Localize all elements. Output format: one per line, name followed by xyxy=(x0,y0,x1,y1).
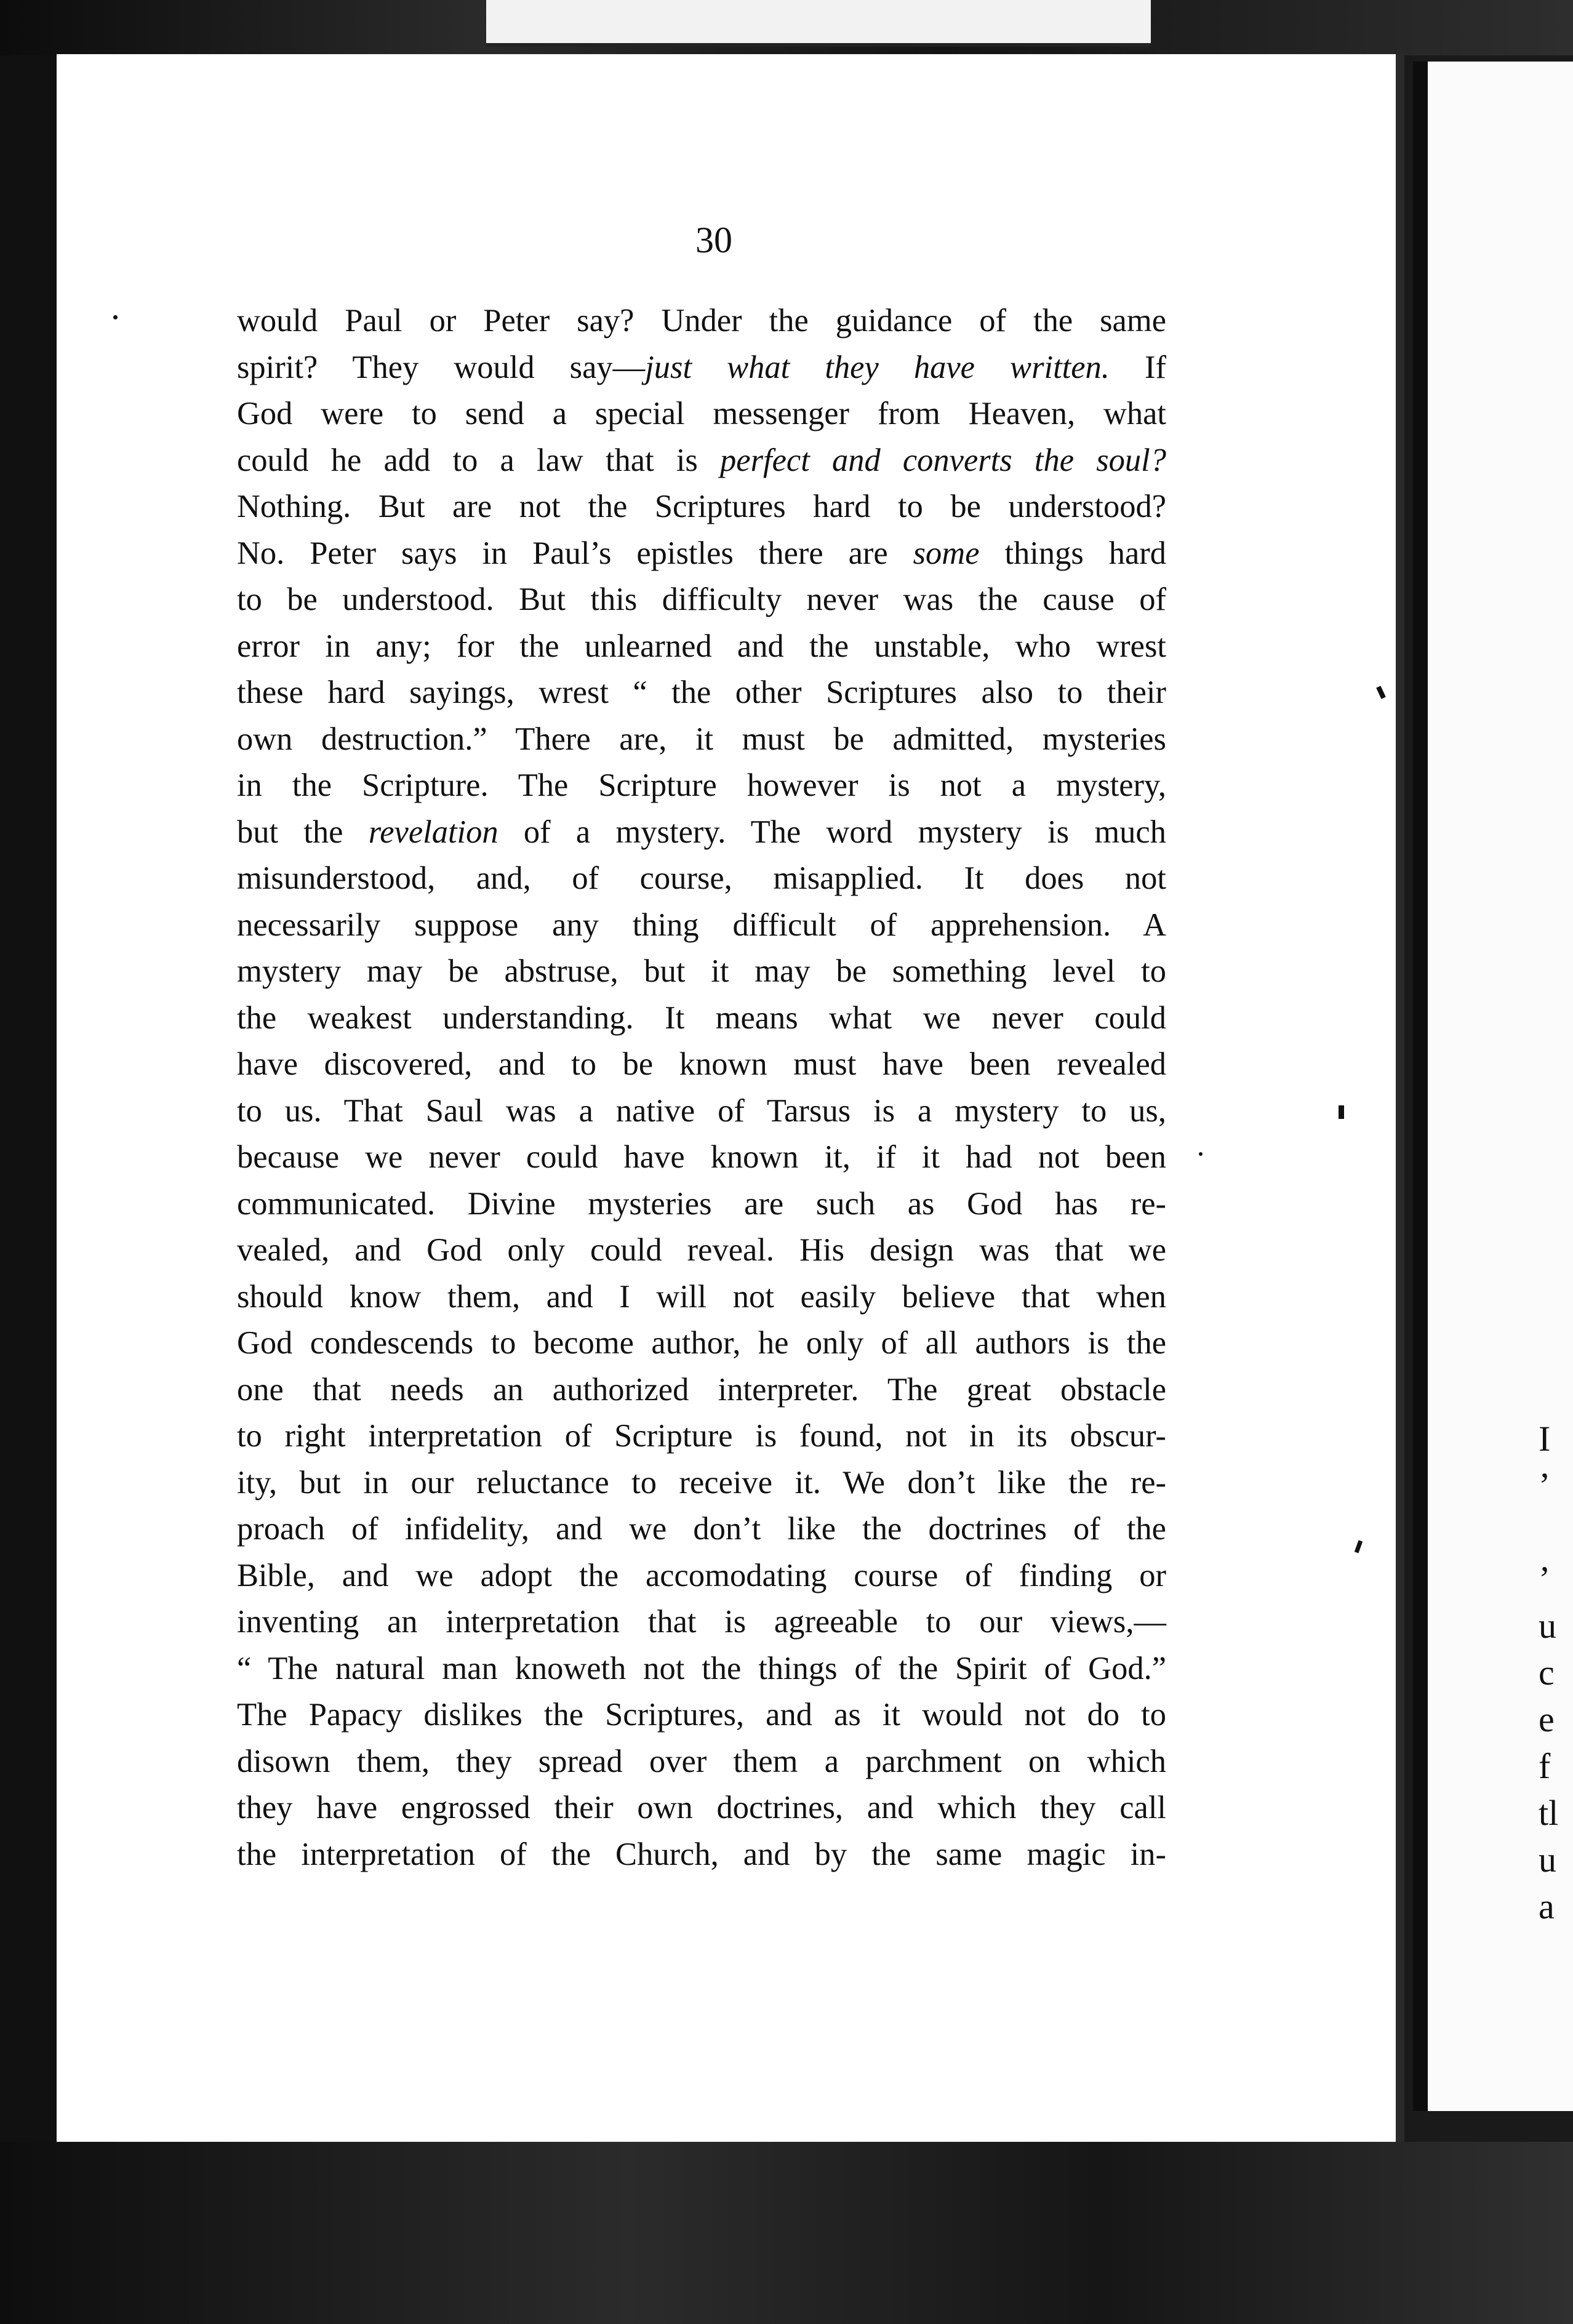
text-run: of a mystery. The word mystery is much xyxy=(498,814,1166,850)
scan-speck xyxy=(1339,1105,1344,1119)
scan-speck xyxy=(1199,1152,1203,1156)
text-run: No. Peter says in Paul’s epistles there are xyxy=(237,535,913,571)
text-run: because we never could have known it, if it had not been xyxy=(237,1139,1166,1175)
scan-top-paper-edge xyxy=(486,0,1151,47)
fragment-glyph: tl xyxy=(1539,1793,1559,1833)
text-run: misunderstood, and, of course, misapplied. It does not xyxy=(237,860,1166,896)
text-run: inventing an interpretation that is agreeable to our views,— xyxy=(237,1604,1166,1640)
text-line xyxy=(237,670,1166,716)
page-body-text xyxy=(237,298,1166,1878)
text-run: “ The natural man knoweth not the things of the Spirit of God.” xyxy=(237,1650,1166,1686)
text-line xyxy=(237,531,1166,577)
text-run: own destruction.” There are, it must be admitted, mysteries xyxy=(237,721,1166,757)
text-line xyxy=(237,345,1166,391)
scan-speck xyxy=(17,939,25,946)
text-run: should know them, and I will not easily believe that when xyxy=(237,1278,1166,1315)
text-line xyxy=(237,1413,1166,1460)
text-line xyxy=(237,391,1166,438)
text-run: mystery may be abstruse, but it may be something level to xyxy=(237,953,1166,989)
fragment-glyph: f xyxy=(1539,1746,1551,1786)
text-line xyxy=(237,1832,1166,1878)
fragment-glyph: I xyxy=(1539,1419,1551,1459)
text-run: they have engrossed their own doctrines, and which they call xyxy=(237,1790,1166,1825)
text-line xyxy=(237,1320,1166,1367)
text-run: communicated. Divine mysteries are such as God has re- xyxy=(237,1185,1166,1222)
text-line xyxy=(237,948,1166,995)
text-run: the weakest understanding. It means what we never could xyxy=(237,1000,1166,1036)
text-run: to be understood. But this difficulty never was the cause of xyxy=(237,582,1166,617)
text-line xyxy=(237,484,1166,531)
fragment-glyph: c xyxy=(1539,1653,1555,1693)
scan-bottom-background xyxy=(0,2142,1573,2324)
text-run: the interpretation of the Church, and by the same magic in- xyxy=(237,1836,1166,1872)
text-line xyxy=(237,298,1166,345)
adjacent-page-text-fragments xyxy=(1539,1416,1573,1930)
text-run: Bible, and we adopt the accomodating course of finding or xyxy=(237,1557,1166,1593)
text-run: in the Scripture. The Scripture however is not a mystery, xyxy=(237,767,1166,803)
text-line xyxy=(237,623,1166,670)
fragment-glyph: ’ xyxy=(1539,1465,1551,1505)
text-line xyxy=(237,1553,1166,1600)
text-line xyxy=(237,1692,1166,1739)
text-line xyxy=(237,1088,1166,1135)
text-run: one that needs an authorized interpreter. The great obstacle xyxy=(237,1371,1166,1408)
scan-left-edge xyxy=(0,0,58,2324)
text-line xyxy=(237,1785,1166,1832)
text-line xyxy=(237,1646,1166,1693)
text-run: these hard sayings, wrest “ the other Scriptures also to their xyxy=(237,675,1166,710)
text-line xyxy=(237,1599,1166,1646)
scan-speck xyxy=(113,315,118,319)
text-run: Nothing. But are not the Scriptures hard to be understood? xyxy=(237,489,1166,524)
text-run: spirit? They would say— xyxy=(237,349,646,385)
text-run: could he add to a law that is xyxy=(237,442,721,478)
fragment-glyph: a xyxy=(1539,1886,1555,1926)
text-line xyxy=(237,1739,1166,1785)
text-line xyxy=(237,809,1166,856)
text-line xyxy=(237,1134,1166,1181)
text-run: ity, but in our reluctance to receive it. We don’t like the re- xyxy=(237,1464,1166,1501)
text-line xyxy=(237,1506,1166,1553)
text-line xyxy=(237,855,1166,902)
text-line xyxy=(237,902,1166,949)
fragment-glyph xyxy=(1539,1509,1573,1556)
italic-text: perfect and converts the soul? xyxy=(720,442,1166,478)
text-line xyxy=(237,1181,1166,1228)
fragment-glyph: ’ xyxy=(1539,1559,1551,1599)
text-run: If xyxy=(1109,349,1166,385)
text-line xyxy=(237,995,1166,1042)
text-run: vealed, and God only could reveal. His design was that we xyxy=(237,1232,1166,1268)
text-line xyxy=(237,1460,1166,1507)
text-run: necessarily suppose any thing difficult of apprehension. A xyxy=(237,907,1166,943)
text-run: things hard xyxy=(979,535,1167,571)
text-line xyxy=(237,1041,1166,1088)
page-number: 30 xyxy=(695,220,732,260)
text-run: God were to send a special messenger from Heaven, what xyxy=(237,396,1166,431)
fragment-glyph: u xyxy=(1539,1840,1556,1880)
text-run: have discovered, and to be known must have been revealed xyxy=(237,1046,1166,1082)
text-run: proach of infidelity, and we don’t like the doctrines of the xyxy=(237,1511,1166,1547)
text-run: error in any; for the unlearned and the unstable, who wrest xyxy=(237,628,1166,664)
fragment-glyph: u xyxy=(1539,1606,1556,1646)
text-line xyxy=(237,1274,1166,1321)
italic-text: some xyxy=(913,535,980,571)
text-run: to us. That Saul was a native of Tarsus is a mystery to us, xyxy=(237,1092,1166,1129)
text-line xyxy=(237,577,1166,623)
text-run: would Paul or Peter say? Under the guidance of the same xyxy=(237,303,1166,339)
text-line xyxy=(237,1227,1166,1274)
italic-text: just what they have written. xyxy=(645,349,1110,385)
text-line xyxy=(237,763,1166,809)
text-run: The Papacy dislikes the Scriptures, and as it would not do to xyxy=(237,1697,1166,1733)
text-run: to right interpretation of Scripture is found, not in its obscur- xyxy=(237,1418,1166,1454)
text-line xyxy=(237,716,1166,763)
text-run: God condescends to become author, he only of all authors is the xyxy=(237,1325,1166,1361)
text-run: but the xyxy=(237,814,369,850)
fragment-glyph: e xyxy=(1539,1699,1555,1739)
text-line xyxy=(237,1367,1166,1414)
text-run: disown them, they spread over them a parchment on which xyxy=(237,1743,1166,1779)
italic-text: revelation xyxy=(368,814,498,850)
text-line xyxy=(237,438,1166,484)
